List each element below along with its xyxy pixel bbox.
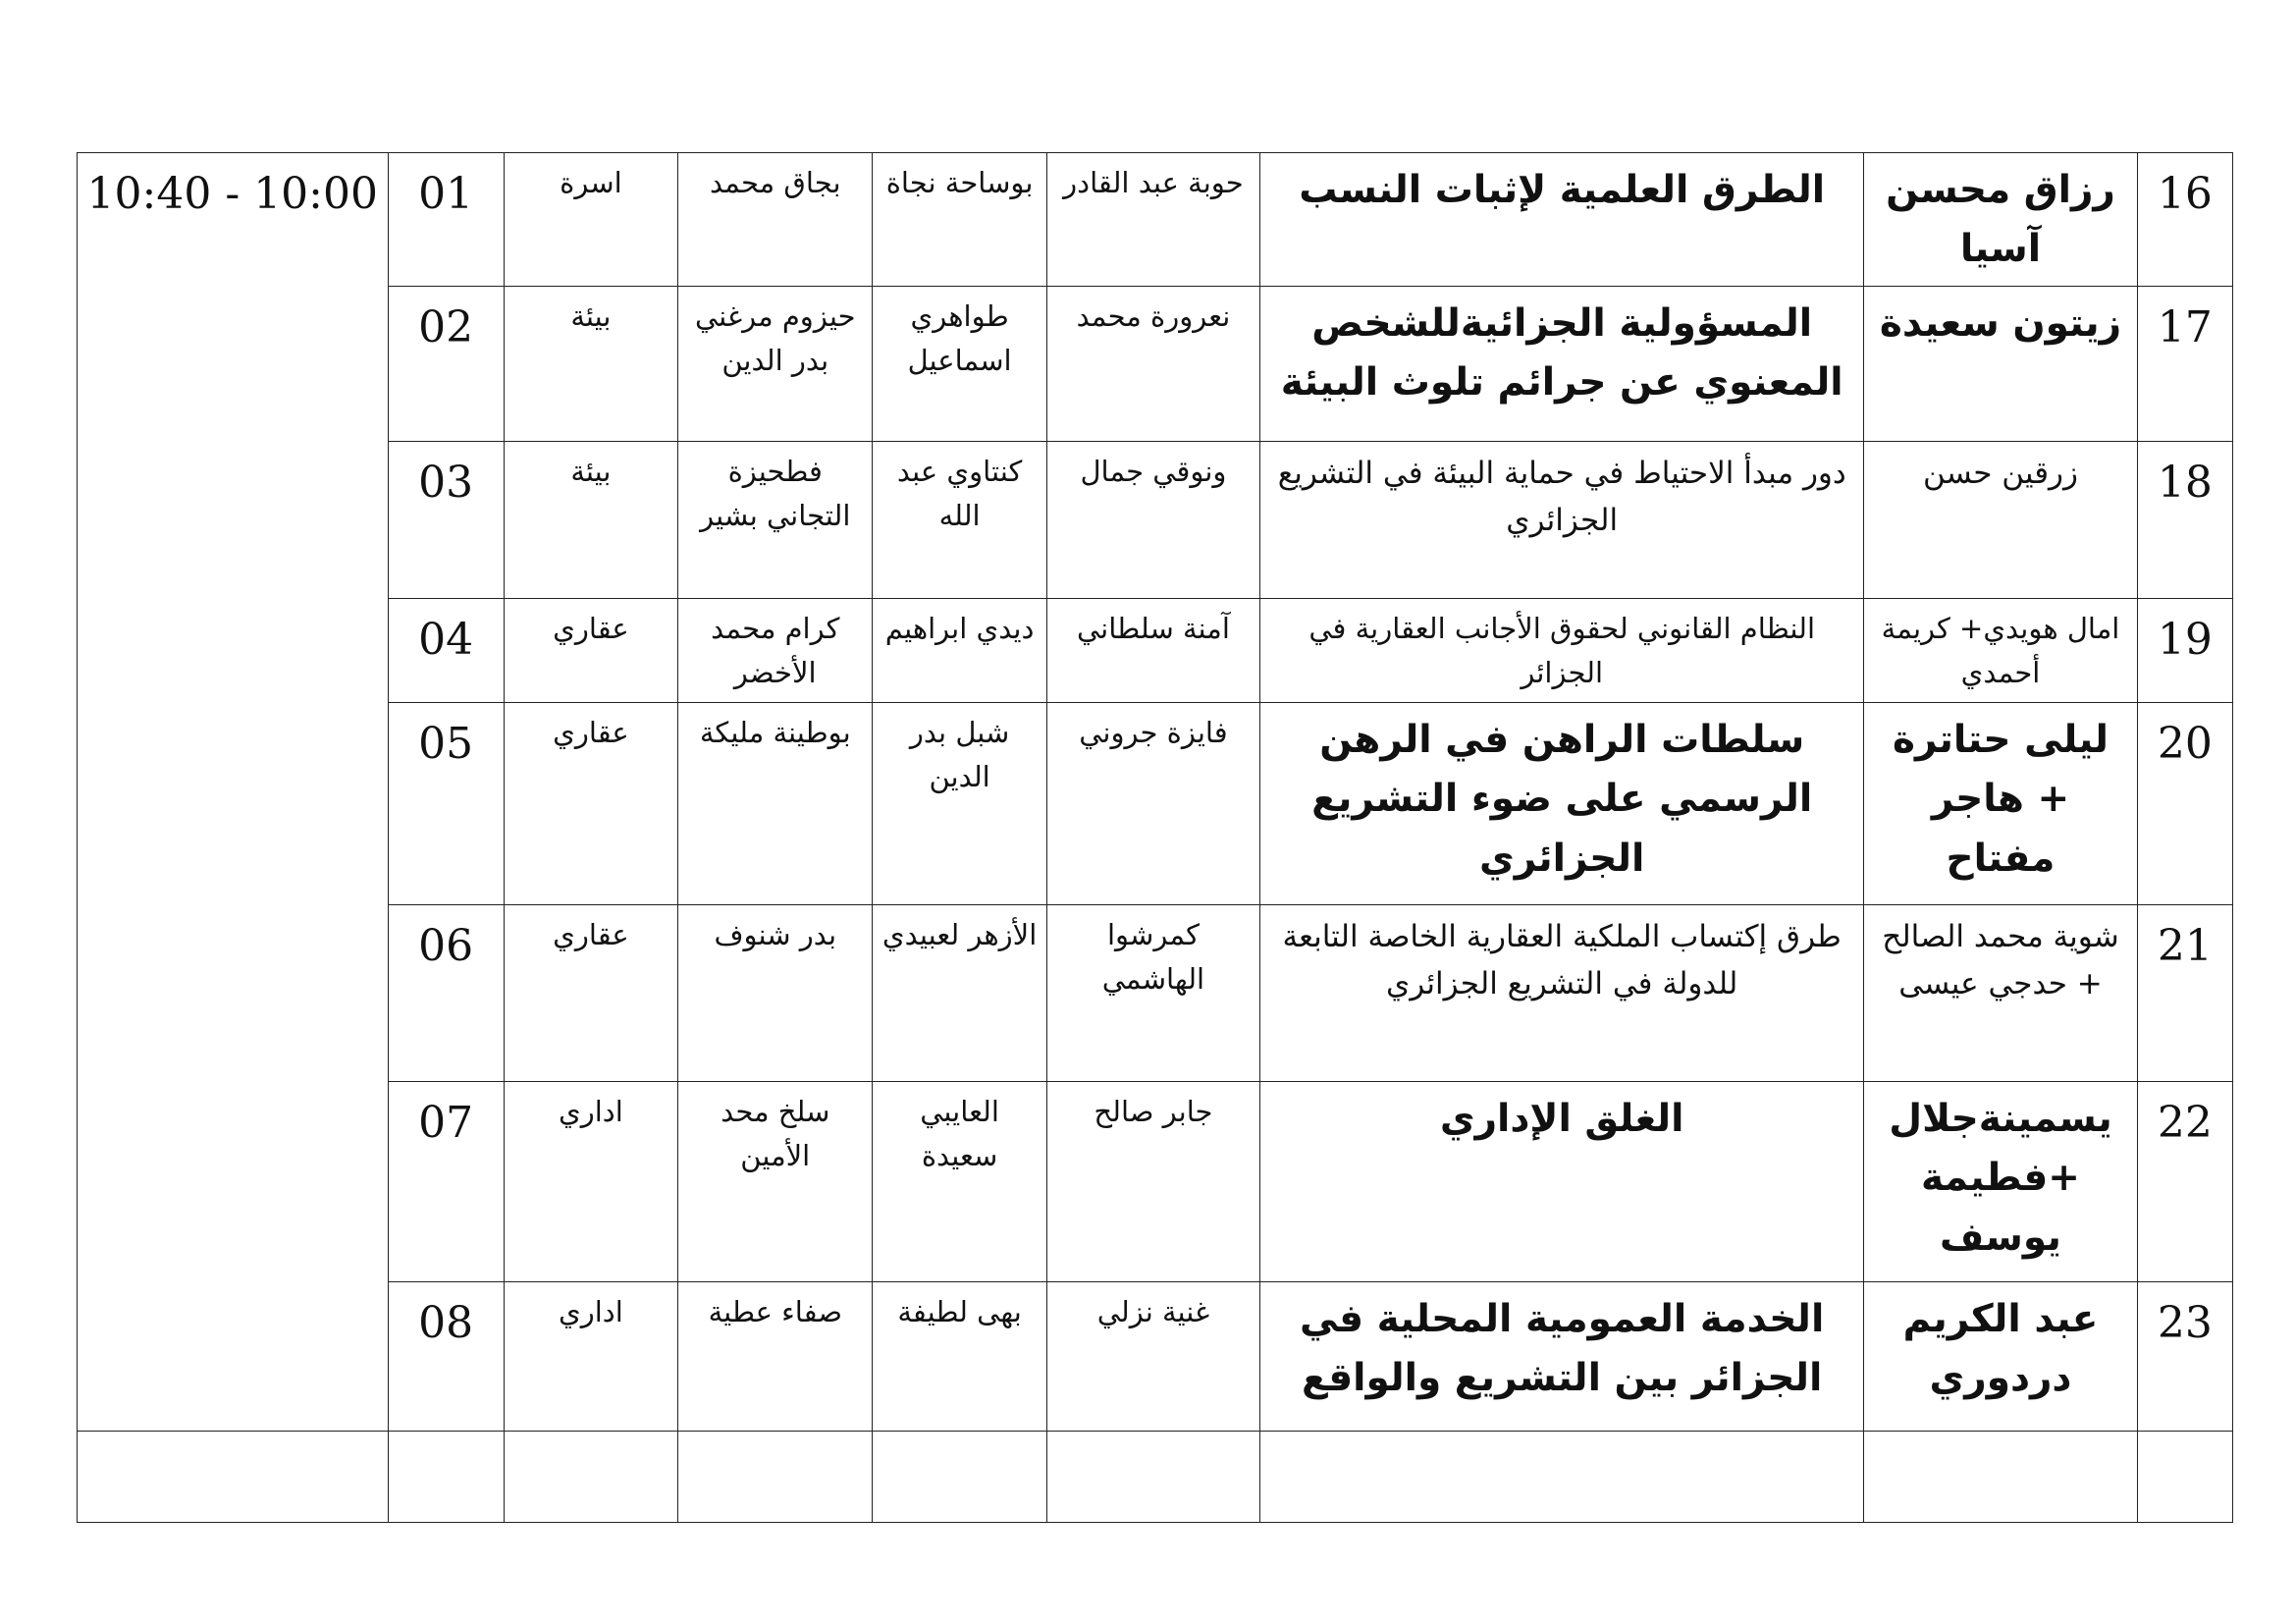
president-cell: كنتاوي عبد الله <box>873 442 1046 599</box>
president-cell: بوساحة نجاة <box>873 153 1046 287</box>
row-number-cell: 23 <box>2137 1282 2232 1432</box>
specialty-cell: بيئة <box>504 442 677 599</box>
empty-cell <box>2137 1432 2232 1523</box>
row-number-cell: 16 <box>2137 153 2232 287</box>
row-number-cell: 19 <box>2137 599 2232 703</box>
time-slot-cell: 10:40 - 10:00 <box>78 153 389 1432</box>
student-name-cell: زرقين حسن <box>1864 442 2138 599</box>
thesis-title-cell: المسؤولية الجزائيةللشخص المعنوي عن جرائم تلوث البيئة <box>1260 287 1864 442</box>
empty-cell <box>1864 1432 2138 1523</box>
empty-cell <box>388 1432 504 1523</box>
empty-cell <box>1260 1432 1864 1523</box>
president-cell: الأزهر لعبيدي <box>873 905 1046 1082</box>
table-row <box>78 599 2233 703</box>
supervisor-cell: جابر صالح <box>1046 1082 1259 1282</box>
student-name-cell: عبد الكريم دردوري <box>1864 1282 2138 1432</box>
table-row <box>78 905 2233 1082</box>
empty-cell <box>873 1432 1046 1523</box>
president-cell: ديدي ابراهيم <box>873 599 1046 703</box>
thesis-title-cell: الغلق الإداري <box>1260 1082 1864 1282</box>
thesis-title-cell: دور مبدأ الاحتياط في حماية البيئة في التشريع الجزائري <box>1260 442 1864 599</box>
examiner-cell: سلخ محد الأمين <box>678 1082 873 1282</box>
row-number-cell: 17 <box>2137 287 2232 442</box>
row-number-cell: 21 <box>2137 905 2232 1082</box>
specialty-cell: عقاري <box>504 599 677 703</box>
specialty-cell: بيئة <box>504 287 677 442</box>
empty-cell <box>78 1432 389 1523</box>
supervisor-cell: فايزة جروني <box>1046 703 1259 905</box>
supervisor-cell: نعرورة محمد <box>1046 287 1259 442</box>
thesis-title-cell: النظام القانوني لحقوق الأجانب العقارية في الجزائر <box>1260 599 1864 703</box>
table-row <box>78 1082 2233 1282</box>
president-cell: طواهري اسماعيل <box>873 287 1046 442</box>
room-cell: 01 <box>388 153 504 287</box>
supervisor-cell: ونوقي جمال <box>1046 442 1259 599</box>
room-cell: 06 <box>388 905 504 1082</box>
table-row <box>78 442 2233 599</box>
supervisor-cell: حوبة عبد القادر <box>1046 153 1259 287</box>
student-name-cell: شوية محمد الصالح + حدجي عيسى <box>1864 905 2138 1082</box>
room-cell: 08 <box>388 1282 504 1432</box>
table-row <box>78 287 2233 442</box>
supervisor-cell: كمرشوا الهاشمي <box>1046 905 1259 1082</box>
table-row <box>78 703 2233 905</box>
thesis-title-cell: سلطات الراهن في الرهن الرسمي على ضوء التشريع الجزائري <box>1260 703 1864 905</box>
empty-row <box>78 1432 2233 1523</box>
examiner-cell: صفاء عطية <box>678 1282 873 1432</box>
row-number-cell: 18 <box>2137 442 2232 599</box>
room-cell: 04 <box>388 599 504 703</box>
student-name-cell: ليلى حتاترة + هاجر مفتاح <box>1864 703 2138 905</box>
supervisor-cell: غنية نزلي <box>1046 1282 1259 1432</box>
table-row <box>78 153 2233 287</box>
thesis-title-cell: طرق إكتساب الملكية العقارية الخاصة التابعة للدولة في التشريع الجزائري <box>1260 905 1864 1082</box>
empty-cell <box>504 1432 677 1523</box>
room-cell: 05 <box>388 703 504 905</box>
supervisor-cell: آمنة سلطاني <box>1046 599 1259 703</box>
room-cell: 07 <box>388 1082 504 1282</box>
student-name-cell: رزاق محسن آسيا <box>1864 153 2138 287</box>
student-name-cell: يسمينةجلال +فطيمة يوسف <box>1864 1082 2138 1282</box>
specialty-cell: عقاري <box>504 905 677 1082</box>
examiner-cell: حيزوم مرغني بدر الدين <box>678 287 873 442</box>
specialty-cell: عقاري <box>504 703 677 905</box>
row-number-cell: 22 <box>2137 1082 2232 1282</box>
specialty-cell: اداري <box>504 1282 677 1432</box>
president-cell: العايبي سعيدة <box>873 1082 1046 1282</box>
table-row <box>78 1282 2233 1432</box>
specialty-cell: اداري <box>504 1082 677 1282</box>
room-cell: 02 <box>388 287 504 442</box>
student-name-cell: امال هويدي+ كريمة أحمدي <box>1864 599 2138 703</box>
specialty-cell: اسرة <box>504 153 677 287</box>
examiner-cell: بوطينة مليكة <box>678 703 873 905</box>
defense-schedule-table <box>77 152 2233 1523</box>
examiner-cell: بجاق محمد <box>678 153 873 287</box>
president-cell: شبل بدر الدين <box>873 703 1046 905</box>
president-cell: بهى لطيفة <box>873 1282 1046 1432</box>
row-number-cell: 20 <box>2137 703 2232 905</box>
thesis-title-cell: الخدمة العمومية المحلية في الجزائر بين التشريع والواقع <box>1260 1282 1864 1432</box>
student-name-cell: زيتون سعيدة <box>1864 287 2138 442</box>
examiner-cell: فطحيزة التجاني بشير <box>678 442 873 599</box>
empty-cell <box>1046 1432 1259 1523</box>
room-cell: 03 <box>388 442 504 599</box>
examiner-cell: بدر شنوف <box>678 905 873 1082</box>
thesis-title-cell: الطرق العلمية لإثبات النسب <box>1260 153 1864 287</box>
examiner-cell: كرام محمد الأخضر <box>678 599 873 703</box>
empty-cell <box>678 1432 873 1523</box>
